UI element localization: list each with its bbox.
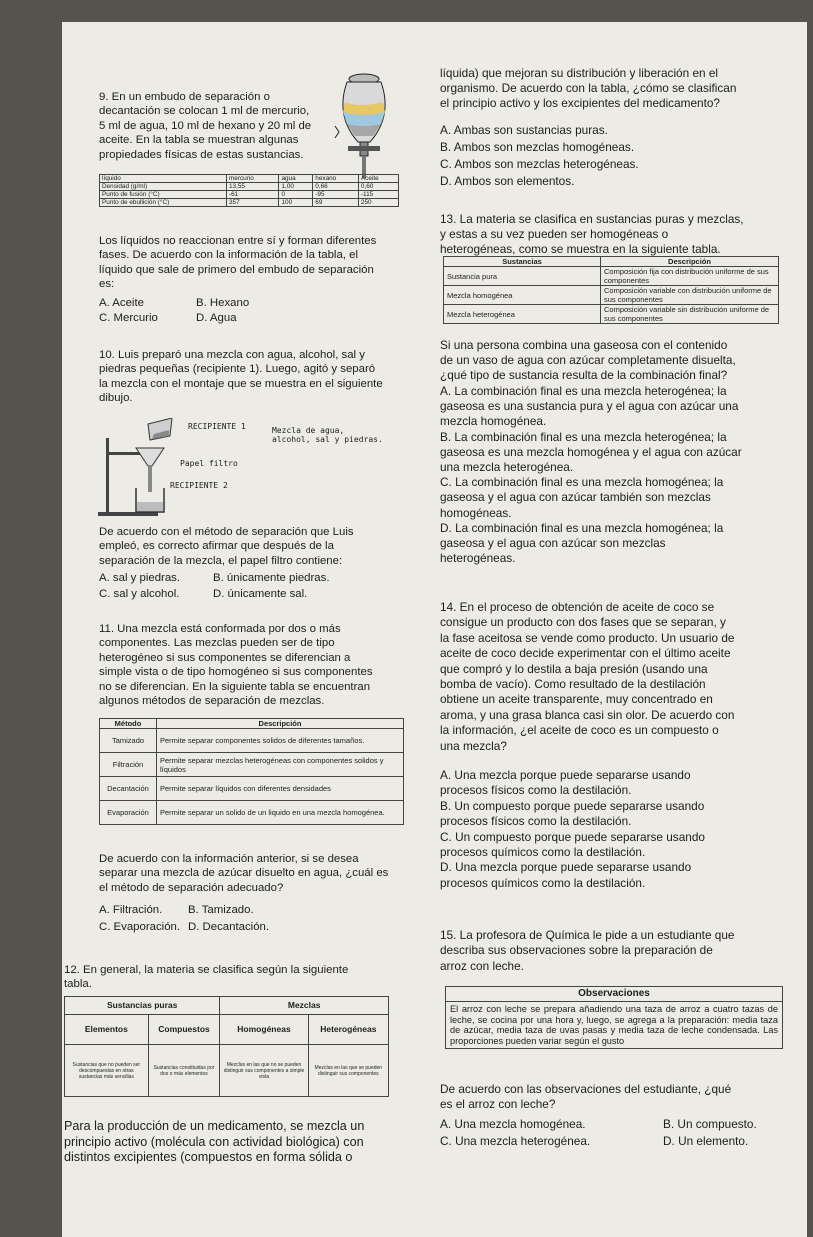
q15-option-a[interactable]: A. Una mezcla homogénea. <box>440 1117 586 1131</box>
q14-option-a[interactable] <box>440 768 775 799</box>
table-header-cell: Sustancias <box>444 257 601 267</box>
recipiente-2-label: RECIPIENTE 2 <box>170 481 228 490</box>
table-cell: -95 <box>313 191 359 199</box>
table-header-cell: Descripción <box>157 719 404 729</box>
q14-options <box>440 768 775 891</box>
q11-option-b[interactable]: B. Tamizado. <box>188 904 254 916</box>
q10-option-a[interactable]: A. sal y piedras. <box>99 572 181 584</box>
table-header-cell: Compuestos <box>148 1015 220 1045</box>
q11-line: simple vista o de tipo homogéneo si sus componentes <box>99 666 373 679</box>
table-cell: Mezcla heterogénea <box>444 305 601 324</box>
table-cell: 13,55 <box>226 183 279 191</box>
table-cell: Mezclas en las que no se pueden distinguir sus componentes a simple vista <box>220 1045 308 1097</box>
q11-text-line: De acuerdo con la información anterior, si se desea <box>99 853 359 865</box>
q10-stem <box>99 348 409 406</box>
table-header-cell: Método <box>100 719 157 729</box>
option-line: gaseosa y el agua con azúcar también son mezclas <box>440 490 711 505</box>
mixture-label-line2: alcohol, sal y piedras. <box>272 435 383 444</box>
q14-line: obtiene un aceite transparente, muy concentrado en <box>440 692 713 707</box>
q15-text-line: De acuerdo con las observaciones del estudiante, ¿qué <box>440 1082 732 1096</box>
q9-text-line: líquido que sale de primero del embudo de separación <box>99 263 374 276</box>
q9-line: propiedades físicas de estas sustancias. <box>99 148 304 161</box>
q14-line: la información, ¿el aceite de coco es un compuesto o <box>440 723 719 738</box>
option-line: procesos físicos como la destilación. <box>440 783 632 798</box>
q9-line: decantación se colocan 1 ml de mercurio, <box>99 105 310 118</box>
q9-option-d[interactable]: D. Agua <box>196 312 237 324</box>
option-line: gaseosa es una sustancia pura y el agua con azúcar una <box>440 399 739 414</box>
q13-substances-table <box>443 256 779 324</box>
table-cell: Sustancias que no pueden ser descompuestas en otras sustancias más sencillas <box>65 1045 149 1097</box>
q13-line: 13. La materia se clasifica en sustancias puras y mezclas, <box>440 212 744 226</box>
q12-stem <box>64 963 404 992</box>
q10-option-b[interactable]: B. únicamente piedras. <box>213 572 330 584</box>
q14-line: consigue un producto con dos fases que se separan, y <box>440 615 726 630</box>
option-line: una mezcla heterogénea. <box>440 460 574 475</box>
table-header-cell: hexano <box>313 175 359 183</box>
option-line: procesos químicos como la destilación. <box>440 875 646 890</box>
table-cell: 250 <box>358 199 398 207</box>
q15-line: describa sus observaciones sobre la preparación de <box>440 943 713 958</box>
q13-option-b[interactable] <box>440 430 765 476</box>
table-cell: Permite separar líquidos con diferentes densidades <box>157 777 404 801</box>
q9-text-line: Los líquidos no reaccionan entre sí y forman diferentes <box>99 235 377 247</box>
q14-line: bomba de vacío). Como resultado de la destilación <box>440 677 706 692</box>
q9-properties-table <box>99 174 399 207</box>
q15-question <box>440 1082 780 1113</box>
q12-line: tabla. <box>64 978 92 991</box>
q10-text-line: separación de la mezcla, el papel filtro contiene: <box>99 554 343 567</box>
table-cell: 0 <box>279 191 313 199</box>
q12-classification-table <box>64 996 389 1097</box>
q15-stem <box>440 928 775 974</box>
separatory-funnel-drawing <box>333 70 403 182</box>
q12-text-line: Para la producción de un medicamento, se mezcla un <box>64 1119 365 1133</box>
option-line: C. La combinación final es una mezcla homogénea; la <box>440 475 724 490</box>
table-cell: Punto de fusión (°C) <box>100 191 227 199</box>
q12-text-line: líquida) que mejoran su distribución y liberación en el <box>440 66 719 80</box>
table-cell: Permite separar un solido de un liquido en una mezcla homogénea. <box>157 801 404 825</box>
option-line: D. La combinación final es una mezcla homogénea; la <box>440 520 724 535</box>
table-header-cell: Homogéneas <box>220 1015 308 1045</box>
table-cell: Densidad (g/ml) <box>100 183 227 191</box>
q15-option-b[interactable]: B. Un compuesto. <box>663 1117 757 1131</box>
option-line: gaseosa es una mezcla homogénea y el agua con azúcar <box>440 444 742 459</box>
q10-line: 10. Luis preparó una mezcla con agua, alcohol, sal y <box>99 349 365 361</box>
table-cell: Filtración <box>100 753 157 777</box>
q14-line: la fase aceitosa se vende como producto. Un usuario de <box>440 630 735 645</box>
filter-paper-label: Papel filtro <box>180 459 238 468</box>
q12-line: 12. En general, la materia se clasifica según la siguiente <box>64 964 349 976</box>
table-cell: Permite separar componentes solidos de diferentes tamaños. <box>157 729 404 753</box>
q12-text-line: organismo. De acuerdo con la tabla, ¿cómo se clasifican <box>440 81 737 95</box>
q15-option-c[interactable]: C. Una mezcla heterogénea. <box>440 1134 591 1148</box>
q9-line: 5 ml de agua, 10 ml de hexano y 20 ml de <box>99 119 312 132</box>
option-line: procesos químicos como la destilación. <box>440 845 646 860</box>
option-line: procesos físicos como la destilación. <box>440 814 632 829</box>
q13-text-line: ¿qué tipo de sustancia resulta de la combinación final? <box>440 368 728 383</box>
table-cell: 1,00 <box>279 183 313 191</box>
q12-option-a[interactable]: A. Ambas son sustancias puras. <box>440 123 608 137</box>
q9-option-c[interactable]: C. Mercurio <box>99 312 158 324</box>
q11-question <box>99 852 409 895</box>
q12-text-line: el principio activo y los excipientes del medicamento? <box>440 96 720 110</box>
filtration-setup-drawing <box>98 418 178 518</box>
table-header-cell: agua <box>279 175 313 183</box>
q14-option-d[interactable] <box>440 860 775 891</box>
table-cell: Mezcla homogénea <box>444 286 601 305</box>
table-cell: 69 <box>313 199 359 207</box>
q15-line: 15. La profesora de Química le pide a un estudiante que <box>440 928 735 942</box>
q9-option-a[interactable]: A. Aceite <box>99 297 144 309</box>
option-line: A. La combinación final es una mezcla heterogénea; la <box>440 384 727 398</box>
q11-methods-table <box>99 718 404 825</box>
q9-option-b[interactable]: B. Hexano <box>196 297 250 309</box>
option-line: A. Una mezcla porque puede separarse usando <box>440 768 691 782</box>
table-cell: Composición fija con distribución uniforme de sus componentes <box>601 267 779 286</box>
q9-line: aceite. En la tabla se muestran algunas <box>99 134 299 147</box>
q11-text-line: el método de separación adecuado? <box>99 881 284 894</box>
q13-text-line: de un vaso de agua con azúcar completamente disuelta, <box>440 353 736 368</box>
q14-option-c[interactable] <box>440 830 775 861</box>
table-header-cell: Mezclas <box>220 997 389 1015</box>
option-line: mezcla homogénea. <box>440 414 547 429</box>
option-line: B. La combinación final es una mezcla heterogénea; la <box>440 429 727 444</box>
q13-option-c[interactable] <box>440 475 765 521</box>
q10-line: la mezcla con el montaje que se muestra en el siguiente <box>99 377 383 390</box>
observations-text: El arroz con leche se prepara añadiendo una taza de arroz a cuatro tazas de leche, se cocina por una hora y, luego, se agrega a la preparación: media taza de azúcar, media taza de uvas pasas y media taza de leche condensada. Las proporciones pueden variar según el gusto <box>450 1004 778 1046</box>
table-cell: Sustancias constituidas por dos o más elementos <box>148 1045 220 1097</box>
mixture-label-line1: Mezcla de agua, <box>272 426 345 435</box>
table-cell: 0,60 <box>358 183 398 191</box>
table-cell: Mezclas en las que se pueden distinguir sus componentes <box>308 1045 388 1097</box>
table-cell: Punto de ebullición (°C) <box>100 199 227 207</box>
option-line: D. Una mezcla porque puede separarse usando <box>440 860 692 875</box>
table-header-cell: Aceite <box>358 175 398 183</box>
q11-line: heterogéneo si sus componentes se diferencian a <box>99 651 351 664</box>
table-cell: Decantación <box>100 777 157 801</box>
q11-line: componentes. Las mezclas pueden ser de tipo <box>99 637 335 650</box>
q14-line: 14. En el proceso de obtención de aceite de coco se <box>440 600 715 614</box>
q14-line: aceite de coco decide experimentar con el último aceite <box>440 646 731 661</box>
q11-option-d[interactable]: D. Decantación. <box>188 921 270 933</box>
q12-continued-right <box>440 66 760 111</box>
q14-option-b[interactable] <box>440 799 775 830</box>
observations-box <box>445 986 783 1049</box>
q13-option-a[interactable] <box>440 384 765 430</box>
q13-text-line: Si una persona combina una gaseosa con el contenido <box>440 338 728 352</box>
q13-option-d[interactable] <box>440 521 765 567</box>
table-header-cell: mercurio <box>226 175 279 183</box>
q9-line: 9. En un embudo de separación o <box>99 91 270 103</box>
q10-option-c[interactable]: C. sal y alcohol. <box>99 588 180 600</box>
table-cell: Composición variable con distribución uniforme de sus componentes <box>601 286 779 305</box>
table-cell: 357 <box>226 199 279 207</box>
q13-stem <box>440 212 765 257</box>
q14-line: que compró y lo destila a baja presión (usando una <box>440 661 708 676</box>
q10-text-line: De acuerdo con el método de separación que Luis <box>99 526 354 538</box>
option-line: heterogéneas. <box>440 551 516 566</box>
q12-option-d[interactable]: D. Ambos son elementos. <box>440 174 575 188</box>
table-header-cell: Sustancias puras <box>65 997 220 1015</box>
q12-option-c[interactable]: C. Ambos son mezclas heterogéneas. <box>440 157 639 171</box>
q13-line: heterogéneas, como se muestra en la siguiente tabla. <box>440 242 721 256</box>
table-cell: -61 <box>226 191 279 199</box>
q15-option-d[interactable]: D. Un elemento. <box>663 1134 749 1148</box>
q12-text-line: principio activo (molécula con actividad biológica) con <box>64 1134 364 1149</box>
q13-question <box>440 338 765 384</box>
q10-question <box>99 525 401 568</box>
table-header-cell: Descripción <box>601 257 779 267</box>
option-line: homogéneas. <box>440 505 512 520</box>
q9-stem <box>99 90 331 162</box>
q10-option-d[interactable]: D. únicamente sal. <box>213 588 308 600</box>
q10-line: dibujo. <box>99 392 133 405</box>
q11-line: 11. Una mezcla está conformada por dos o más <box>99 623 341 635</box>
q11-option-c[interactable]: C. Evaporación. <box>99 921 181 933</box>
option-line: C. Un compuesto porque puede separarse usando <box>440 829 705 844</box>
table-header-cell: Elementos <box>65 1015 149 1045</box>
table-cell: Tamizado <box>100 729 157 753</box>
table-cell: Evaporación <box>100 801 157 825</box>
option-line: B. Un compuesto porque puede separarse usando <box>440 798 705 813</box>
q14-line: aroma, y una grasa blanca casi sin olor. De acuerdo con <box>440 707 735 722</box>
q10-line: piedras pequeñas (recipiente 1). Luego, agitó y separó <box>99 363 376 376</box>
q14-stem <box>440 600 765 754</box>
table-header-cell: Heterogéneas <box>308 1015 388 1045</box>
q11-line: no se diferencian. En la siguiente tabla se encuentran <box>99 680 371 693</box>
table-header-cell: líquido <box>100 175 227 183</box>
q14-line: una mezcla? <box>440 738 507 753</box>
table-cell: Permite separar mezclas heterogéneas con componentes solidos y líquidos <box>157 753 404 777</box>
table-cell: 0,66 <box>313 183 359 191</box>
q10-text-line: empleó, es correcto afirmar que después de la <box>99 540 334 553</box>
q9-question <box>99 234 409 292</box>
q12-text-line: distintos excipientes (compuestos en forma sólida o <box>64 1150 353 1164</box>
q13-options <box>440 384 765 566</box>
q15-text-line: es el arroz con leche? <box>440 1097 556 1112</box>
q13-line: y estas a su vez pueden ser homogéneas o <box>440 227 669 241</box>
q11-option-a[interactable]: A. Filtración. <box>99 904 163 916</box>
q15-line: arroz con leche. <box>440 958 524 973</box>
q11-text-line: separar una mezcla de azúcar disuelto en agua, ¿cuál es <box>99 867 389 880</box>
q9-text-line: es: <box>99 278 115 291</box>
observations-title: Observaciones <box>446 987 782 1002</box>
table-cell: -115 <box>358 191 398 199</box>
recipiente-1-label: RECIPIENTE 1 <box>188 422 246 431</box>
table-cell: Sustancia pura <box>444 267 601 286</box>
q12-options <box>440 122 760 190</box>
q12-option-b[interactable]: B. Ambos son mezclas homogéneas. <box>440 140 635 154</box>
q11-stem <box>99 622 409 708</box>
q9-text-line: fases. De acuerdo con la información de la tabla, el <box>99 249 358 262</box>
table-cell: 100 <box>279 199 313 207</box>
q11-line: algunos métodos de separación de mezclas. <box>99 695 325 708</box>
option-line: gaseosa y el agua con azúcar son mezclas <box>440 536 666 551</box>
table-cell: Composición variable sin distribución uniforme de sus componentes <box>601 305 779 324</box>
q12-continued <box>64 1119 424 1166</box>
